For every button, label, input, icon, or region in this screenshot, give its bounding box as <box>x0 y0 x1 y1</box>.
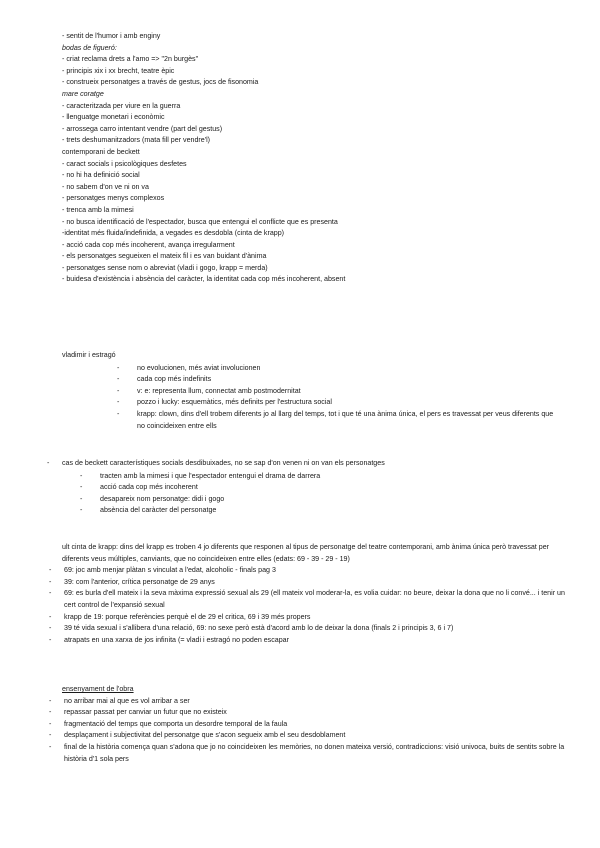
sub-list-item-text: absència del caràcter del personatge <box>100 506 217 515</box>
list-item <box>49 565 574 577</box>
list-item-text: no arribar mai al que es vol arribar a ser <box>64 696 190 705</box>
bullet: - <box>49 742 52 751</box>
list-item-text: desplaçament i subjectivitat del personatge que s'acon segueix amb el seu desdoblament <box>64 731 346 740</box>
text-line: - personatges menys complexos <box>62 194 165 203</box>
list-item <box>117 397 557 409</box>
list-item-text: cas de beckett característiques socials desdibuixades, no se sap d'on venen ni on van els personatges <box>62 459 385 467</box>
notes-section-1 <box>62 31 572 286</box>
text-line: - personatges sense nom o abreviat (vladi i gogo, krapp = merda) <box>62 263 268 272</box>
text-line: - arrossega carro intentant vendre (part del gestus) <box>62 124 223 133</box>
bullet: - <box>117 398 120 407</box>
list-item <box>49 623 574 635</box>
list-item-text: pozzo i lucky: esquemàtics, més definits per l'estructura social <box>137 398 332 407</box>
paragraph: ult cinta de krapp: dins del krapp es troben 4 jo diferents que responen al tipus de personatge del teatre contemporani, amb ànima única però travessat per diferents veus múltiples, canviants, que no coincideixen entre elles (edats: 69 - 39 - 29 - 19) <box>62 543 550 563</box>
text-line: - construeix personatges a través de gestus, jocs de fisonomia <box>62 78 259 87</box>
text-line: - sentit de l'humor i amb enginy <box>62 32 161 40</box>
list-item <box>49 719 574 731</box>
list-item-text: v: e: representa llum, connectat amb postmodernitat <box>137 386 301 395</box>
bullet: - <box>49 589 52 598</box>
bullet: - <box>49 635 52 644</box>
bullet: - <box>117 375 120 384</box>
sub-list-item-text: acció cada cop més incoherent <box>100 483 198 492</box>
section-heading: vladimir i estragó <box>62 351 116 359</box>
list-item-text: 69: es burla d'ell mateix i la seva màxima expressió sexual als 29 (ell mateix vol moderar-la, es volia cuidar: no beure, deixar la dona que no li convé... i tenir un cert control de l'expansió sexual <box>64 589 565 609</box>
text-line: - trets deshumanitzadors (mata fill per vendre'l) <box>62 136 211 145</box>
list-item <box>117 363 557 375</box>
list-item <box>49 696 574 708</box>
list-item-text: krapp: clown, dins d'ell trobem diferents jo al llarg del temps, tot i que té una ànima única, el pers es travessat per veus diferents que no coincideixen entre ells <box>137 409 554 430</box>
sub-list-item <box>80 494 572 506</box>
text-line: - principis xix i xx brecht, teatre èpic <box>62 66 175 75</box>
text-line: - llenguatge monetari i econòmic <box>62 113 165 122</box>
bullet: - <box>80 471 83 480</box>
bullet: - <box>47 459 50 467</box>
list-item <box>49 707 574 719</box>
bullet: - <box>80 483 83 492</box>
bullet: - <box>49 708 52 717</box>
bullet: - <box>49 612 52 621</box>
list-item <box>49 730 574 742</box>
bullet: - <box>49 566 52 575</box>
bullet: - <box>49 731 52 740</box>
list-item-text: 39 té vida sexual i s'allibera d'una relació, 69: no sexe però està d'acord amb lo de deixar la dona (finals 2 i principis 3, 6 i 7) <box>64 624 454 633</box>
subheading: mare coratge <box>62 89 104 98</box>
list-item <box>49 635 574 647</box>
list-item-text: cada cop més indefinits <box>137 375 212 384</box>
list-item <box>49 588 574 611</box>
list-item <box>117 409 557 432</box>
list-item-text: 39: com l'anterior, crítica personatge de 29 anys <box>64 577 215 586</box>
list-item <box>49 612 574 624</box>
list-item <box>49 577 574 589</box>
text-line: - caracteritzada per viure en la guerra <box>62 101 181 110</box>
list-item-text: krapp de 19: porque referències perquè el de 29 el critica, 69 i 39 més propers <box>64 612 311 621</box>
text-line: - criat reclama drets a l'amo => "2n burgès" <box>62 55 199 64</box>
subheading: contemporani de beckett <box>62 147 140 156</box>
bullet: - <box>80 494 83 503</box>
notes-section-4 <box>49 542 574 646</box>
bullet: - <box>117 386 120 395</box>
bullet: - <box>80 506 83 515</box>
list-item-text: repassar passat per canviar un futur que no existeix <box>64 708 227 717</box>
list-item <box>49 742 574 765</box>
sub-list-item <box>80 471 572 483</box>
list-item <box>117 374 557 386</box>
sub-list-item <box>80 505 572 517</box>
sub-list-item-text: desapareix nom personatge: didi i gogo <box>100 494 225 503</box>
subheading: bodas de figueró: <box>62 43 117 52</box>
notes-section-2 <box>62 350 572 432</box>
notes-section-3 <box>47 458 572 517</box>
list-item-text: fragmentació del temps que comporta un desordre temporal de la faula <box>64 719 288 728</box>
bullet: - <box>49 577 52 586</box>
section-heading: ensenyament de l'obra <box>62 685 134 693</box>
list-item <box>117 386 557 398</box>
list-item-text: final de la història comença quan s'adona que jo no coincideixen les memòries, no donen mateixa versió, contradiccions: visió univoca, buits de sentits sobre la història d'1 sola pers <box>64 742 565 763</box>
text-line: - buidesa d'existència i absència del caràcter, la identitat cada cop més incoherent, absent <box>62 275 346 284</box>
notes-section-5 <box>49 684 574 765</box>
list-item <box>47 458 572 470</box>
bullet: - <box>49 696 52 705</box>
text-line: - acció cada cop més incoherent, avança irregularment <box>62 240 235 249</box>
sub-list-item-text: tracten amb la mimesi i que l'espectador entengui el drama de darrera <box>100 471 321 480</box>
bullet: - <box>49 624 52 633</box>
bullet: - <box>117 409 120 418</box>
text-line: - no busca identificació de l'espectador, busca que entengui el conflicte que es presenta <box>62 217 338 226</box>
bullet: - <box>49 719 52 728</box>
text-line: - no sabem d'on ve ni on va <box>62 182 149 191</box>
list-item-text: 69: joc amb menjar plàtan s vinculat a l'edat, alcoholic - finals pag 3 <box>64 566 276 575</box>
list-item-text: atrapats en una xarxa de jos infinita (= vladi i estragó no poden escapar <box>64 635 289 644</box>
text-line: - no hi ha definició social <box>62 171 140 180</box>
text-line: - els personatges segueixen el mateix fil i es van buidant d'ànima <box>62 252 267 261</box>
list-item-text: no evolucionen, més aviat involucionen <box>137 363 261 372</box>
text-line: -identitat més fluida/indefinida, a vegades es desdobla (cinta de krapp) <box>62 229 285 238</box>
sub-list-item <box>80 482 572 494</box>
text-line: - caract socials i psicològiques desfetes <box>62 159 187 168</box>
bullet: - <box>117 363 120 372</box>
text-line: - trenca amb la mimesi <box>62 205 134 214</box>
